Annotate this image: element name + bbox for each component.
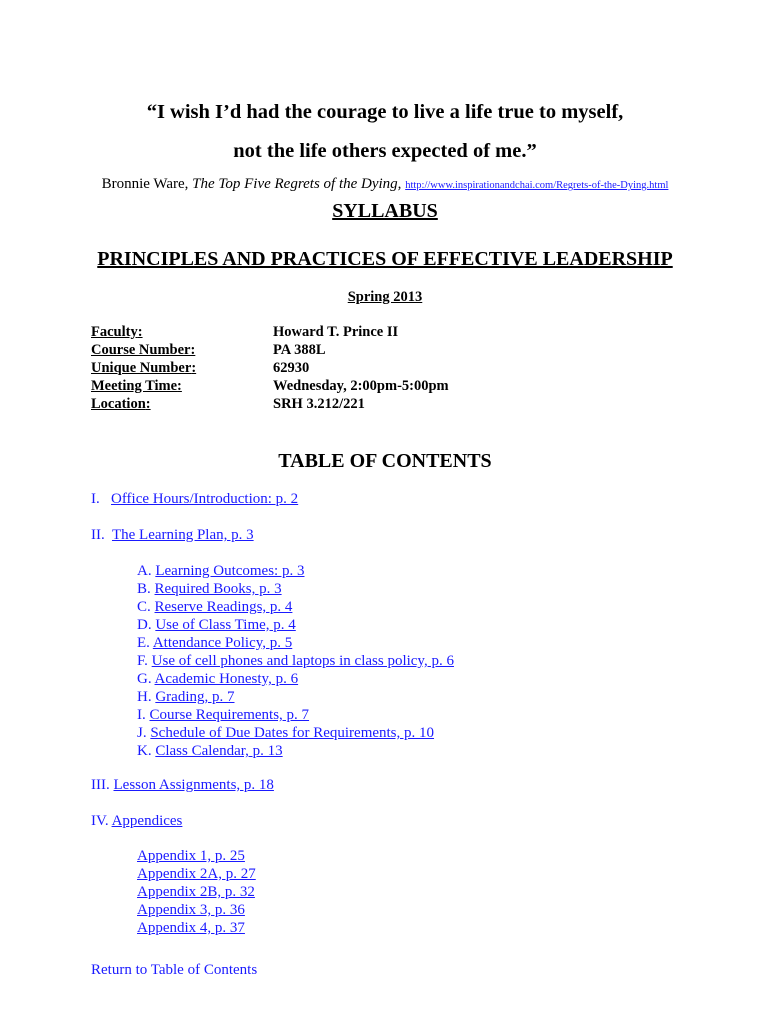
location-label: Location: [91,396,151,412]
meeting-time-value: Wednesday, 2:00pm-5:00pm [273,378,449,394]
toc-link-course-requirements[interactable]: Course Requirements, p. 7 [149,707,310,723]
faculty-label: Faculty: [91,324,143,340]
toc-section-1 [91,490,298,508]
toc-link-due-dates[interactable]: Schedule of Due Dates for Requirements, p. 10 [150,725,435,741]
toc-heading: TABLE OF CONTENTS [278,450,492,472]
toc-item-academic-honesty: G. Academic Honesty, p. 6 [137,671,299,687]
toc-link-class-calendar[interactable]: Class Calendar, p. 13 [155,743,283,759]
semester: Spring 2013 [347,289,423,305]
toc-section-3-number: III. [91,777,114,793]
toc-item-learning-outcomes: A. Learning Outcomes: p. 3 [137,563,305,579]
toc-item-attendance-policy: E. Attendance Policy, p. 5 [137,635,293,651]
toc-section-4-number: IV. [91,813,112,829]
toc-item-cell-phones-policy: F. Use of cell phones and laptops in class policy, p. 6 [137,653,454,669]
toc-section-2 [91,526,254,544]
toc-item-reserve-readings: C. Reserve Readings, p. 4 [137,599,293,615]
toc-item-class-time: D. Use of Class Time, p. 4 [137,617,296,633]
toc-link-learning-outcomes[interactable]: Learning Outcomes: p. 3 [155,563,305,579]
faculty-value: Howard T. Prince II [273,324,399,340]
location-value: SRH 3.212/221 [273,396,365,412]
toc-link-appendix-1[interactable]: Appendix 1, p. 25 [137,848,245,864]
toc-link-appendix-4[interactable]: Appendix 4, p. 37 [137,920,245,936]
toc-link-academic-honesty[interactable]: Academic Honesty, p. 6 [154,671,299,687]
toc-link-learning-plan[interactable]: The Learning Plan, p. 3 [111,527,254,543]
toc-learning-plan-list [137,562,454,760]
toc-link-office-hours[interactable]: Office Hours/Introduction: p. 2 [111,491,299,507]
toc-item-course-requirements: I. Course Requirements, p. 7 [137,707,310,723]
course-number-label: Course Number: [91,342,196,358]
toc-link-appendix-3[interactable]: Appendix 3, p. 36 [137,902,245,918]
toc-section-4 [91,812,182,830]
toc-section-1-number: I. [91,491,111,507]
toc-link-required-books[interactable]: Required Books, p. 3 [154,581,282,597]
quote-line-1: “I wish I’d had the courage to live a life true to myself, [146,101,624,123]
toc-section-3 [91,776,274,794]
meeting-time-label: Meeting Time: [91,378,182,394]
toc-item-due-dates: J. Schedule of Due Dates for Requirements, p. 10 [137,725,435,741]
attribution-author: Bronnie Ware, [101,176,193,192]
unique-number-label: Unique Number: [91,360,197,376]
toc-link-appendix-2b[interactable]: Appendix 2B, p. 32 [137,884,255,900]
toc-item-grading: H. Grading, p. 7 [137,689,235,705]
quote-line-2: not the life others expected of me.” [233,140,537,162]
toc-link-cell-phones-policy[interactable]: Use of cell phones and laptops in class policy, p. 6 [151,653,454,669]
return-to-toc-link[interactable]: Return to Table of Contents [91,962,258,978]
toc-link-appendices[interactable]: Appendices [111,813,183,829]
attribution-book-title: The Top Five Regrets of the Dying, [192,176,402,192]
unique-number-value: 62930 [273,360,310,376]
course-number-value: PA 388L [273,342,326,358]
toc-link-attendance-policy[interactable]: Attendance Policy, p. 5 [152,635,293,651]
page-title: SYLLABUS [332,200,438,222]
toc-appendices-list [137,847,256,937]
toc-item-class-calendar: K. Class Calendar, p. 13 [137,743,283,759]
toc-link-lesson-assignments[interactable]: Lesson Assignments, p. 18 [113,777,274,793]
quote-attribution [0,176,770,193]
toc-section-2-number: II. [91,527,112,543]
attribution-url-link[interactable]: http://www.inspirationandchai.com/Regrets-of-the-Dying.html [405,180,669,191]
toc-link-grading[interactable]: Grading, p. 7 [155,689,235,705]
toc-link-appendix-2a[interactable]: Appendix 2A, p. 27 [137,866,256,882]
toc-link-class-time[interactable]: Use of Class Time, p. 4 [155,617,296,633]
course-title: PRINCIPLES AND PRACTICES OF EFFECTIVE LEADERSHIP [97,248,673,270]
toc-link-reserve-readings[interactable]: Reserve Readings, p. 4 [154,599,293,615]
toc-item-required-books: B. Required Books, p. 3 [137,581,282,597]
